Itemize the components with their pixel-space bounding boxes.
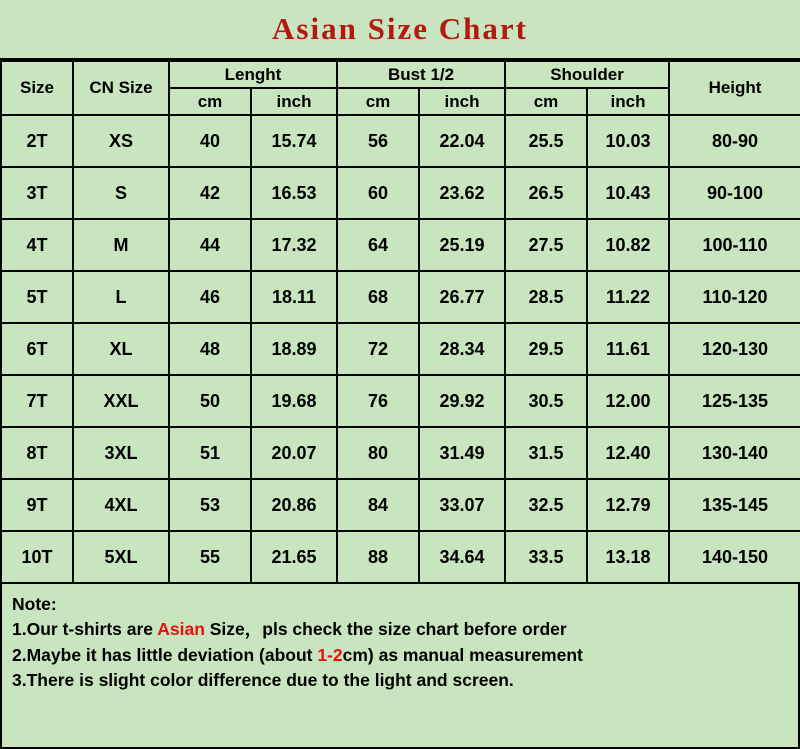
cell-bust-inch: 31.49 <box>419 427 505 479</box>
col-header-shoulder-cm: cm <box>505 88 587 115</box>
cell-size: 8T <box>1 427 73 479</box>
cell-bust-cm: 88 <box>337 531 419 583</box>
col-header-cn-size: CN Size <box>73 61 169 115</box>
cell-height-cm: 140-150 <box>669 531 800 583</box>
cell-shoulder-cm: 31.5 <box>505 427 587 479</box>
cell-bust-inch: 26.77 <box>419 271 505 323</box>
cell-shoulder-cm: 33.5 <box>505 531 587 583</box>
note-line-2-highlight: 1-2 <box>317 644 343 665</box>
note-section <box>0 584 800 749</box>
cell-shoulder-cm: 27.5 <box>505 219 587 271</box>
cell-bust-cm: 56 <box>337 115 419 167</box>
cell-shoulder-inch: 12.79 <box>587 479 669 531</box>
cell-bust-inch: 22.04 <box>419 115 505 167</box>
cell-bust-inch: 29.92 <box>419 375 505 427</box>
cell-size: 4T <box>1 219 73 271</box>
cell-shoulder-inch: 10.43 <box>587 167 669 219</box>
cell-lenght-cm: 46 <box>169 271 251 323</box>
note-line-1-part-b: Size，pls check the size chart before order <box>204 619 567 640</box>
cell-height-cm: 125-135 <box>669 375 800 427</box>
cell-bust-cm: 60 <box>337 167 419 219</box>
cell-height-cm: 110-120 <box>669 271 800 323</box>
table-row <box>1 375 800 427</box>
cell-height-cm: 120-130 <box>669 323 800 375</box>
col-header-shoulder-inch: inch <box>587 88 669 115</box>
cell-height-cm: 80-90 <box>669 115 800 167</box>
cell-shoulder-cm: 30.5 <box>505 375 587 427</box>
col-header-height: Height <box>669 61 800 115</box>
table-header <box>1 61 800 115</box>
table-row <box>1 531 800 583</box>
table-row <box>1 219 800 271</box>
table-row <box>1 323 800 375</box>
cell-shoulder-inch: 11.61 <box>587 323 669 375</box>
cell-size: 6T <box>1 323 73 375</box>
cell-bust-cm: 80 <box>337 427 419 479</box>
cell-height-cm: 130-140 <box>669 427 800 479</box>
col-header-bust-cm: cm <box>337 88 419 115</box>
cell-lenght-inch: 20.86 <box>251 479 337 531</box>
cell-lenght-cm: 40 <box>169 115 251 167</box>
col-header-lenght: Lenght <box>169 61 337 88</box>
cell-bust-cm: 84 <box>337 479 419 531</box>
cell-lenght-inch: 20.07 <box>251 427 337 479</box>
cell-shoulder-cm: 25.5 <box>505 115 587 167</box>
note-line-1 <box>12 617 788 642</box>
cell-bust-inch: 33.07 <box>419 479 505 531</box>
cell-lenght-cm: 44 <box>169 219 251 271</box>
cell-bust-inch: 23.62 <box>419 167 505 219</box>
note-line-3: 3.There is slight color difference due to the light and screen. <box>12 670 514 691</box>
cell-size: 7T <box>1 375 73 427</box>
cell-size: 2T <box>1 115 73 167</box>
cell-bust-inch: 25.19 <box>419 219 505 271</box>
cell-cn-size: L <box>73 271 169 323</box>
cell-cn-size: XL <box>73 323 169 375</box>
chart-title-bar <box>0 0 800 60</box>
cell-shoulder-inch: 12.00 <box>587 375 669 427</box>
cell-cn-size: 5XL <box>73 531 169 583</box>
cell-cn-size: 3XL <box>73 427 169 479</box>
cell-shoulder-inch: 11.22 <box>587 271 669 323</box>
cell-bust-cm: 68 <box>337 271 419 323</box>
note-line-1-part-a: 1.Our t-shirts are <box>12 619 158 640</box>
cell-shoulder-cm: 32.5 <box>505 479 587 531</box>
col-header-lenght-inch: inch <box>251 88 337 115</box>
cell-size: 5T <box>1 271 73 323</box>
note-line-2-part-b: cm) as manual measurement <box>342 644 583 665</box>
table-row <box>1 115 800 167</box>
col-header-size: Size <box>1 61 73 115</box>
cell-size: 3T <box>1 167 73 219</box>
cell-lenght-cm: 50 <box>169 375 251 427</box>
cell-lenght-inch: 18.89 <box>251 323 337 375</box>
cell-size: 10T <box>1 531 73 583</box>
cell-lenght-inch: 18.11 <box>251 271 337 323</box>
cell-cn-size: M <box>73 219 169 271</box>
cell-lenght-inch: 21.65 <box>251 531 337 583</box>
cell-shoulder-inch: 10.03 <box>587 115 669 167</box>
col-header-shoulder: Shoulder <box>505 61 669 88</box>
table-row <box>1 167 800 219</box>
table-row <box>1 479 800 531</box>
cell-height-cm: 100-110 <box>669 219 800 271</box>
cell-cn-size: XS <box>73 115 169 167</box>
table-row <box>1 271 800 323</box>
note-line-1-highlight: Asian <box>157 619 205 640</box>
cell-height-cm: 135-145 <box>669 479 800 531</box>
cell-bust-cm: 64 <box>337 219 419 271</box>
cell-shoulder-inch: 13.18 <box>587 531 669 583</box>
note-heading: Note: <box>12 594 57 614</box>
cell-shoulder-inch: 10.82 <box>587 219 669 271</box>
cell-size: 9T <box>1 479 73 531</box>
table-header-row-groups <box>1 61 800 88</box>
cell-lenght-inch: 17.32 <box>251 219 337 271</box>
cell-height-cm: 90-100 <box>669 167 800 219</box>
cell-lenght-inch: 19.68 <box>251 375 337 427</box>
cell-shoulder-cm: 28.5 <box>505 271 587 323</box>
cell-lenght-inch: 16.53 <box>251 167 337 219</box>
cell-lenght-inch: 15.74 <box>251 115 337 167</box>
cell-shoulder-cm: 29.5 <box>505 323 587 375</box>
cell-lenght-cm: 42 <box>169 167 251 219</box>
cell-lenght-cm: 48 <box>169 323 251 375</box>
cell-bust-inch: 34.64 <box>419 531 505 583</box>
col-header-bust: Bust 1/2 <box>337 61 505 88</box>
size-table <box>0 60 800 584</box>
cell-bust-cm: 72 <box>337 323 419 375</box>
cell-bust-cm: 76 <box>337 375 419 427</box>
col-header-lenght-cm: cm <box>169 88 251 115</box>
note-line-2-part-a: 2.Maybe it has little deviation (about <box>12 644 318 665</box>
page-title: Asian Size Chart <box>272 11 528 46</box>
cell-cn-size: XXL <box>73 375 169 427</box>
cell-shoulder-cm: 26.5 <box>505 167 587 219</box>
cell-shoulder-inch: 12.40 <box>587 427 669 479</box>
cell-cn-size: S <box>73 167 169 219</box>
cell-cn-size: 4XL <box>73 479 169 531</box>
col-header-bust-inch: inch <box>419 88 505 115</box>
note-line-2 <box>12 643 788 668</box>
table-row <box>1 427 800 479</box>
table-body <box>1 115 800 583</box>
cell-lenght-cm: 55 <box>169 531 251 583</box>
cell-lenght-cm: 53 <box>169 479 251 531</box>
cell-lenght-cm: 51 <box>169 427 251 479</box>
cell-bust-inch: 28.34 <box>419 323 505 375</box>
